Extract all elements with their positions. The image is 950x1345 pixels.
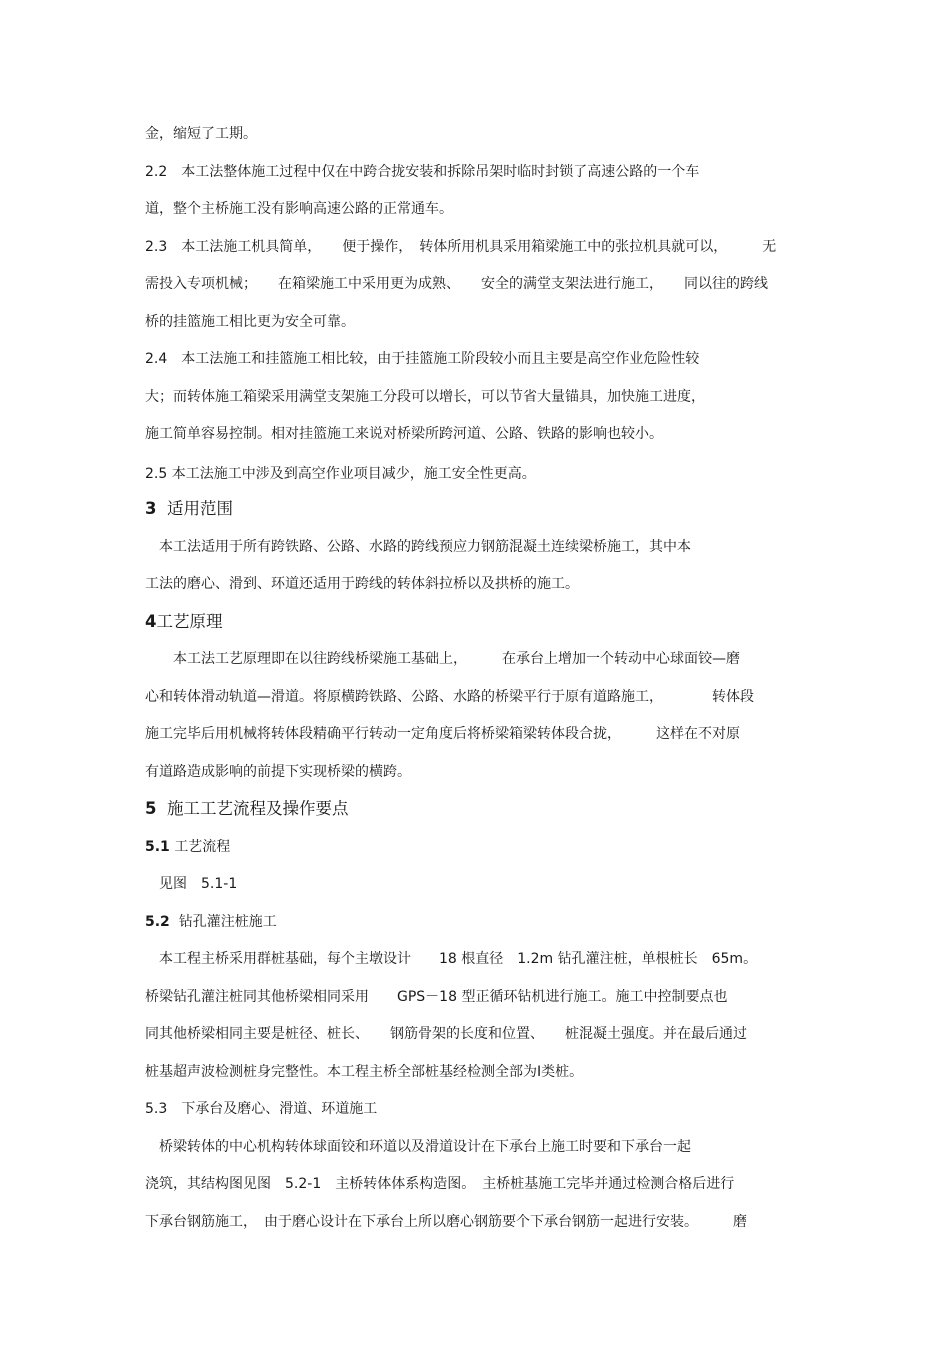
text-line: 下承台钢筋施工， 由于磨心设计在下承台上所以磨心钢筋要个下承台钢筋一起进行安装。 磨: [145, 1214, 747, 1230]
section-heading-4: 4工艺原理: [145, 612, 223, 631]
text-line: 浇筑，其结构图见图 5.2-1 主桥转体体系构造图。 主桥桩基施工完毕并通过检测合格后进行: [145, 1176, 735, 1192]
text-line: 本工法工艺原理即在以往跨线桥梁施工基础上， 在承台上增加一个转动中心球面铰—磨: [145, 651, 740, 667]
text-line: 见图 5.1-1: [145, 876, 238, 892]
subsection-heading-5-2: 5.2 钻孔灌注桩施工: [145, 914, 277, 930]
text-line: 2.4 本工法施工和挂篮施工相比较，由于挂篮施工阶段较小而且主要是高空作业危险性较: [145, 351, 700, 367]
text-line: 2.2 本工法整体施工过程中仅在中跨合拢安装和拆除吊架时临时封锁了高速公路的一个车: [145, 164, 700, 180]
text-line: 2.5 本工法施工中涉及到高空作业项目减少，施工安全性更高。: [145, 466, 536, 482]
text-line: 金，缩短了工期。: [145, 126, 257, 142]
text-line: 施工简单容易控制。相对挂篮施工来说对桥梁所跨河道、公路、铁路的影响也较小。: [145, 426, 663, 442]
text-line: 本工法适用于所有跨铁路、公路、水路的跨线预应力钢筋混凝土连续梁桥施工，其中本: [145, 539, 691, 555]
text-line: 桥梁转体的中心机构转体球面铰和环道以及滑道设计在下承台上施工时要和下承台一起: [145, 1139, 691, 1155]
text-line: 大；而转体施工箱梁采用满堂支架施工分段可以增长，可以节省大量锚具，加快施工进度，: [145, 389, 705, 405]
text-line: 施工完毕后用机械将转体段精确平行转动一定角度后将桥梁箱梁转体段合拢， 这样在不对原: [145, 726, 740, 742]
text-line: 本工程主桥采用群桩基础，每个主墩设计 18 根直径 1.2m 钻孔灌注桩，单根桩长 65m。: [145, 951, 758, 967]
subsection-heading-5-1: 5.1 工艺流程: [145, 839, 231, 855]
text-line: 工法的磨心、滑到、环道还适用于跨线的转体斜拉桥以及拱桥的施工。: [145, 576, 579, 592]
section-heading-3: 3 适用范围: [145, 499, 233, 518]
text-line: 需投入专项机械； 在箱梁施工中采用更为成熟、 安全的满堂支架法进行施工， 同以往的跨线: [145, 276, 768, 292]
text-line: 桥梁钻孔灌注桩同其他桥梁相同采用 GPS－18 型正循环钻机进行施工。施工中控制要点也: [145, 989, 728, 1005]
text-line: 2.3 本工法施工机具简单， 便于操作， 转体所用机具采用箱梁施工中的张拉机具就可以， 无: [145, 239, 777, 255]
subsection-heading-5-3: 5.3 下承台及磨心、滑道、环道施工: [145, 1101, 378, 1117]
section-heading-5: 5 施工工艺流程及操作要点: [145, 799, 349, 818]
text-line: 心和转体滑动轨道—滑道。将原横跨铁路、公路、水路的桥梁平行于原有道路施工， 转体段: [145, 689, 754, 705]
text-line: 桥的挂篮施工相比更为安全可靠。: [145, 314, 355, 330]
text-line: 桩基超声波检测桩身完整性。本工程主桥全部桩基经检测全部为Ⅰ类桩。: [145, 1064, 584, 1080]
text-line: 有道路造成影响的前提下实现桥梁的横跨。: [145, 764, 411, 780]
text-line: 同其他桥梁相同主要是桩径、桩长、 钢筋骨架的长度和位置、 桩混凝土强度。并在最后通过: [145, 1026, 747, 1042]
text-line: 道，整个主桥施工没有影响高速公路的正常通车。: [145, 201, 453, 217]
